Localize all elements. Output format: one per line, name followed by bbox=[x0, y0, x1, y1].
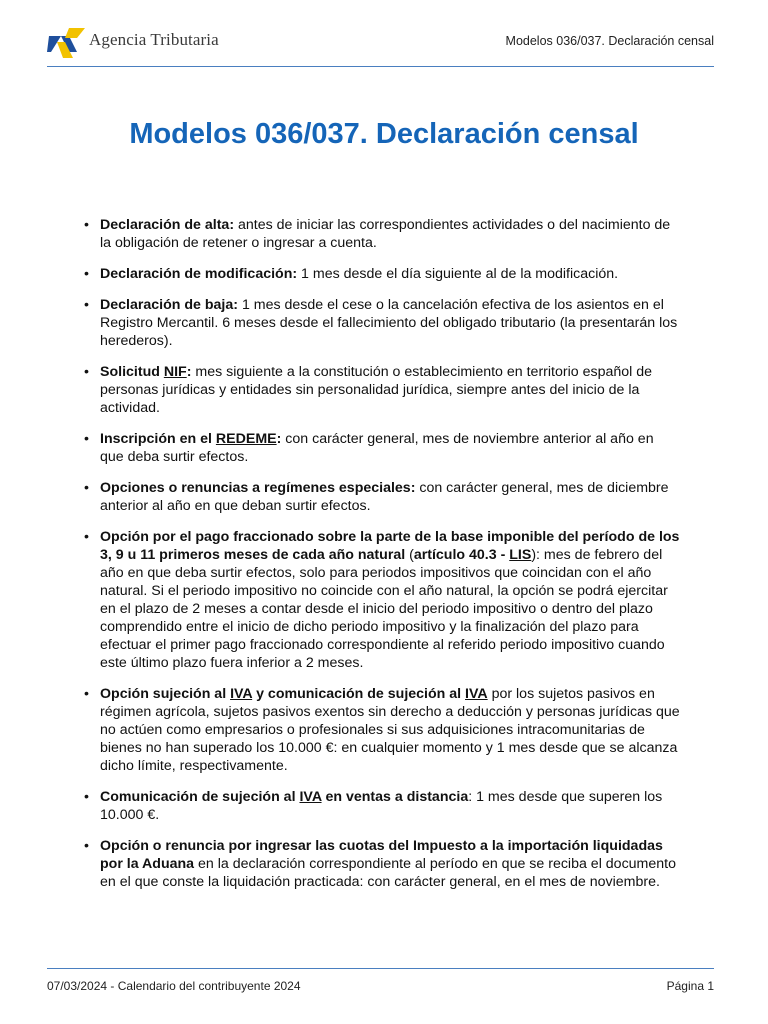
item-text: 1 mes desde el cese o la cancelación efectiva de los asientos en el Registro Mercantil. 6 meses desde el fallecimiento del obligado tributario (la presentarán los herederos). bbox=[100, 297, 678, 349]
list-item-pago-fraccionado bbox=[81, 528, 681, 672]
item-label: Declaración de modificación: bbox=[100, 266, 298, 282]
nif-link[interactable]: NIF bbox=[163, 364, 187, 380]
list-item-modificacion bbox=[81, 265, 681, 283]
item-label: Declaración de alta: bbox=[100, 217, 235, 233]
bullet: • bbox=[84, 297, 89, 313]
item-label-part: : bbox=[276, 431, 282, 447]
iva-link[interactable]: IVA bbox=[299, 789, 322, 805]
item-text: mes siguiente a la constitución o establecimiento en territorio español de personas jurídicas y entidades sin personalidad jurídica, siempre antes del inicio de la actividad. bbox=[100, 364, 653, 416]
bullet: • bbox=[84, 266, 89, 282]
bullet: • bbox=[84, 789, 89, 805]
item-label: Declaración de baja: bbox=[100, 297, 238, 313]
item-label-part: Opción sujeción al bbox=[100, 686, 231, 702]
item-label-part: Comunicación de sujeción al bbox=[100, 789, 300, 805]
list-item-redeme bbox=[81, 430, 681, 466]
bullet: • bbox=[84, 480, 89, 496]
item-text: antes de iniciar las correspondientes actividades o del nacimiento de la obligación de retener o ingresar a cuenta. bbox=[100, 217, 671, 251]
item-label-part: y comunicación de sujeción al bbox=[252, 686, 466, 702]
list-item-alta bbox=[81, 216, 681, 252]
page-number: Página 1 bbox=[666, 979, 714, 993]
bullet: • bbox=[84, 431, 89, 447]
bullet: • bbox=[84, 529, 89, 545]
item-label: Opción por el pago fraccionado sobre la parte de la base imponible del período de los 3, 9 u 11 primeros meses de cada año natural bbox=[100, 529, 680, 563]
agencia-tributaria-logo-icon bbox=[47, 28, 85, 58]
page-header bbox=[47, 26, 714, 67]
logo-text: Agencia Tributaria bbox=[89, 30, 219, 49]
header-document-title: Modelos 036/037. Declaración censal bbox=[505, 34, 714, 48]
bullet: • bbox=[84, 217, 89, 233]
list-item-nif bbox=[81, 363, 681, 417]
item-label-part: artículo 40.3 - bbox=[413, 547, 510, 563]
item-label bbox=[100, 789, 468, 805]
item-label bbox=[100, 431, 281, 447]
lis-link[interactable]: LIS bbox=[509, 547, 532, 563]
item-label-part: Inscripción en el bbox=[100, 431, 216, 447]
item-label: Opción o renuncia por ingresar las cuotas del Impuesto a la importación liquidadas por la Aduana bbox=[100, 838, 663, 872]
item-text: ): mes de febrero del año en que deba surtir efectos, solo para periodos impositivos que coincidan con el año natural. Si el periodo impositivo no coincide con el año natural, la opción se podrá ejercitar en el plazo de 2 meses a contar desde el inicio del periodo impositivo o dentro del plazo comprendido entre el inicio de dicho periodo impositivo y la finalización del plazo para efectuar el primer pago fraccionado correspondiente al referido periodo impositivo cuando este último plazo fuera inferior a 2 meses. bbox=[100, 547, 668, 671]
bullet: • bbox=[84, 364, 89, 380]
bullet: • bbox=[84, 686, 89, 702]
item-text: 1 mes desde el día siguiente al de la modificación. bbox=[297, 266, 619, 282]
item-text: por los sujetos pasivos en régimen agrícola, sujetos pasivos exentos sin derecho a deducción y personas jurídicas que no actúen como empresarios o profesionales si sus adquisiciones intracomunitarias de bienes no han superado los 10.000 €: en cualquier momento y 1 mes desde que se alcanza dicho límite, respectivamente. bbox=[100, 686, 680, 774]
list-item-regimenes bbox=[81, 479, 681, 515]
list-item-baja bbox=[81, 296, 681, 350]
iva-link[interactable]: IVA bbox=[230, 686, 253, 702]
list-item-importacion bbox=[81, 837, 681, 891]
item-text: con carácter general, mes de noviembre anterior al año en que deba surtir efectos. bbox=[100, 431, 654, 465]
deadline-list bbox=[81, 216, 681, 904]
page-title: Modelos 036/037. Declaración censal bbox=[129, 118, 639, 150]
footer-date-source: 07/03/2024 - Calendario del contribuyente 2024 bbox=[47, 979, 301, 993]
list-item-ventas-distancia bbox=[81, 788, 681, 824]
item-text: ( bbox=[405, 547, 414, 563]
bullet: • bbox=[84, 838, 89, 854]
item-label-part: : bbox=[186, 364, 192, 380]
item-text: con carácter general, mes de diciembre anterior al año en que deban surtir efectos. bbox=[100, 480, 669, 514]
item-label bbox=[100, 686, 488, 702]
item-label-part: Solicitud bbox=[100, 364, 164, 380]
item-text: : 1 mes desde que superen los 10.000 €. bbox=[100, 789, 663, 823]
item-label bbox=[100, 364, 191, 380]
redeme-link[interactable]: REDEME bbox=[215, 431, 277, 447]
item-label: Opciones o renuncias a regímenes especiales: bbox=[100, 480, 416, 496]
list-item-sujecion-iva bbox=[81, 685, 681, 775]
item-label-part: en ventas a distancia bbox=[321, 789, 469, 805]
item-label-part bbox=[414, 547, 531, 563]
iva-link[interactable]: IVA bbox=[465, 686, 488, 702]
item-text: en la declaración correspondiente al período en que se reciba el documento en el que conste la liquidación practicada: con carácter general, en el mes de noviembre. bbox=[100, 856, 676, 890]
page-footer bbox=[47, 968, 714, 993]
